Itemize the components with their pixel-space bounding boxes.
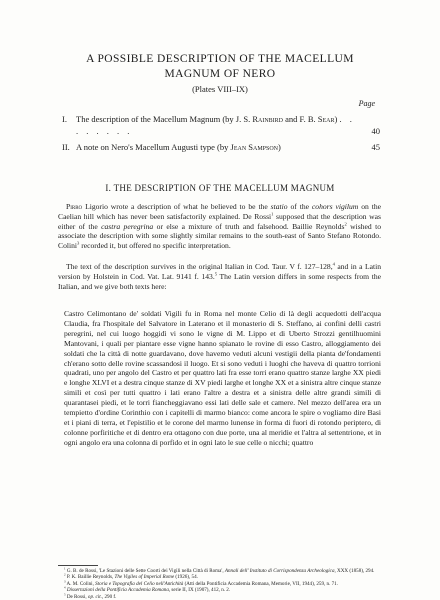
toc-author: Jean Sampson [230, 142, 279, 152]
toc-item-2 [62, 141, 380, 153]
footnote-ref: 5 [214, 271, 218, 277]
footnote-item: $^2$ P. K. Baillie Reynolds, The Vigiles of Imperial Rome (1926), 54. [64, 572, 198, 581]
toc-item-number: I. [62, 114, 67, 124]
toc-item-page: 40 [371, 126, 380, 136]
footnote-ref: 1 [271, 211, 274, 217]
footnote-item: $^1$ G. B. de Rossi, 'Le Stazioni delle Sette Coorti dei Vigili nella Città di Roma', Annali dell' Instituto di Corrispondenza Archeologica, XXX (1858), 294. [64, 566, 375, 574]
italian-quotation: Castro Celimontano de' soldati Vigili fu in Roma nel monte Celio di là degli acquedotti dell'acqua Claudia, fra l'hospitale del Salvatore in Laterano et il monasterio di S. Steffano, ai confini delli castri peregrini, nel cui luogo hoggidì vi sono le vigne di M. Lippo et di Uberto Strozzi gentilhuomini Mantovani, i quali per piantare esse vigne hanno spianato le rovine di esso Castro, alloggiamento dei soldati che la città di notte guardavano, dove havemo veduti alcuni vestigii della pianta de'fondamenti ch'erano sotto delle rovine scassandosi il luogo. Et si sono veduti i luoghi che haveva di quattro torrioni quadrati, uno per angolo del Castro et per quattro lati fra esse torri erano quattro stanze larghe XX piedi e longhe XLVI et a destra cinque stanze di XV piedi larghe et longhe XX et a sinistra altre cinque stanze simili et così per tutti quattro i lati erano l'altre a destra et a sinistra delle altre grandi simili di quarantasei piedi, et le torri fiancheggiavano essi lati delle sale et camere. Nel mezzo dell'area era un tempietto d'ordine Corinthio con i capitelli di marmo bianco: come ancora le spire o vogliamo dire Basi et i piani di terra, et l'epistilio et le corone del marmo lunense in forma di fuori di rotondo periptero, di colonne porfiritiche et di dentro era ottagono con due porte, una al meridie et l'altra al settentrione, et in ogni angolo era una colonna di porfido et in ogni lato le sue celle o nicchi; quattro [64, 309, 382, 447]
page-column-label: Page [358, 99, 375, 108]
plates-reference: (Plates VIII–IX) [192, 84, 248, 94]
toc-item-page: 45 [371, 142, 380, 152]
title-line-2: MAGNUM OF NERO [164, 68, 276, 80]
footnote-ref: 2 [344, 221, 347, 227]
footnote-item: $^5$ De Rossi, op. cit., 290 f. [64, 591, 117, 600]
toc-item-1 [62, 113, 380, 137]
footnote-ref: 4 [332, 261, 335, 267]
footnotes [58, 568, 381, 600]
body-paragraph-1: Pirro Ligorio wrote a description of what he believed to be the statio of the cohors vigilum on the Caelian hill which has never been satisfactorily explained. De Rossi$^1$ supposed that the description was either of the castra peregrina or else a mixture of truth and falsehood. Baillie Reynolds$^2$ wished to associate the description with some slightly similar remains to the south-east of Santo Stefano Rotondo. Colini$^3$ recorded it, but offered no specific interpretation. [58, 202, 382, 251]
toc-item-text: A note on Nero's Macellum Augusti type (by Jean Sampson) [76, 142, 281, 152]
article-title [55, 52, 385, 82]
toc-author: Sear [317, 114, 335, 124]
toc-item-text: The description of the Macellum Magnum (by J. S. Rainbird and F. B. Sear) . . . . . . . . [76, 114, 355, 136]
body-paragraph-2: The text of the description survives in the original Italian in Cod. Taur. V f. 127–128,$^4$ and in a Latin version by Holstein in Cod. Vat. Lat. 9141 f. 143.$^5$ The Latin version differs in some respects from the Italian, and we give both texts here: [58, 261, 381, 291]
toc-author: Rainbird [252, 114, 284, 124]
drop-author-name: Pirro [66, 202, 83, 211]
footnote-item: $^4$ Dissertazioni della Pontificia Accademia Romana, serie II, IX (1907), 412, n. 2. [64, 585, 231, 594]
footnote-ref: 3 [77, 240, 80, 246]
footnote-item: $^3$ A. M. Colini, Storia e Topografia del Celio nell'Antichità (Atti della Pontificia Accademia Romana, Memorie, VII, 1944), 259, n. 71. [64, 579, 338, 587]
section-heading: I. THE DESCRIPTION OF THE MACELLUM MAGNUM [105, 183, 335, 193]
toc-item-number: II. [62, 142, 70, 152]
title-line-1: A POSSIBLE DESCRIPTION OF THE MACELLUM [86, 53, 354, 65]
